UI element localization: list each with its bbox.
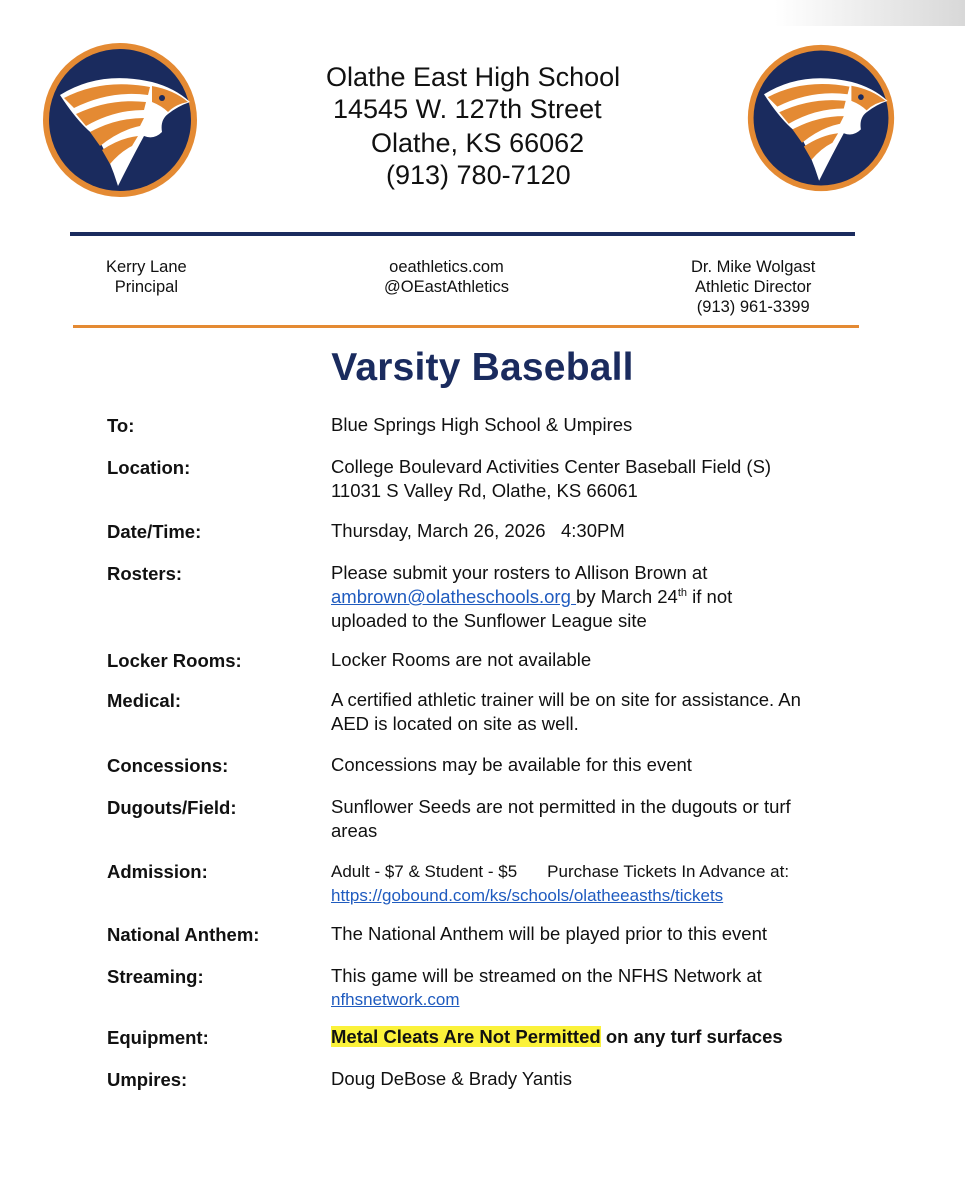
page-title: Varsity Baseball	[331, 346, 634, 389]
location-value	[331, 455, 871, 503]
admission-prices: Adult - $7 & Student - $5	[331, 862, 518, 881]
nfhs-link[interactable]: nfhsnetwork.com	[331, 990, 460, 1009]
to-label: To:	[107, 415, 135, 436]
school-city: Olathe, KS 66062	[371, 128, 585, 158]
director-title: Athletic Director	[694, 278, 812, 296]
header-divider-navy	[70, 232, 855, 236]
rosters-label: Rosters:	[107, 563, 183, 584]
director-name: Dr. Mike Wolgast	[691, 258, 816, 276]
anthem-label: National Anthem:	[107, 924, 260, 945]
medical-label: Medical:	[107, 690, 182, 711]
anthem-value: The National Anthem will be played prior to this event	[331, 923, 768, 944]
concessions-value: Concessions may be available for this event	[331, 754, 692, 775]
equipment-value	[331, 1025, 871, 1049]
director-phone: (913) 961-3399	[696, 298, 810, 316]
location-label: Location:	[107, 457, 191, 478]
dugouts-value	[331, 795, 871, 843]
athletics-website: oeathletics.com	[389, 258, 504, 276]
web-block	[384, 257, 509, 297]
umpires-label: Umpires:	[107, 1069, 188, 1090]
principal-block	[106, 257, 187, 297]
equipment-highlight: Metal Cleats Are Not Permitted	[331, 1026, 601, 1047]
equipment-rest: on any turf surfaces	[600, 1026, 783, 1047]
to-value: Blue Springs High School & Umpires	[331, 414, 633, 435]
rosters-line3: uploaded to the Sunflower League site	[331, 610, 647, 631]
location-line2: 11031 S Valley Rd, Olathe, KS 66061	[331, 480, 638, 501]
dugouts-line1: Sunflower Seeds are not permitted in the dugouts or turf	[331, 796, 791, 817]
eagle-icon	[745, 42, 897, 194]
concessions-label: Concessions:	[107, 755, 229, 776]
principal-name: Kerry Lane	[106, 258, 187, 276]
roster-email-link[interactable]: ambrown@olatheschools.org	[331, 586, 577, 607]
admission-label: Admission:	[107, 861, 208, 882]
location-line1: College Boulevard Activities Center Baseball Field (S)	[331, 456, 772, 477]
school-phone: (913) 780-7120	[386, 160, 571, 190]
rosters-line1: Please submit your rosters to Allison Brown at	[331, 562, 708, 583]
eagle-logo-left	[40, 40, 200, 200]
streaming-line1: This game will be streamed on the NFHS Network at	[331, 965, 762, 986]
dugouts-line2: areas	[331, 820, 378, 841]
streaming-value	[331, 964, 871, 1012]
locker-label: Locker Rooms:	[107, 650, 242, 671]
social-handle: @OEastAthletics	[384, 278, 509, 296]
dugouts-label: Dugouts/Field:	[107, 797, 237, 818]
medical-line2: AED is located on site as well.	[331, 713, 579, 734]
eagle-icon	[40, 40, 200, 200]
eagle-logo-right	[745, 42, 897, 194]
locker-value: Locker Rooms are not available	[331, 649, 592, 670]
rosters-line2	[331, 585, 871, 609]
admission-line1	[331, 860, 871, 884]
admission-purchase-text: Purchase Tickets In Advance at:	[547, 862, 790, 881]
school-street: 14545 W. 127th Street	[333, 94, 602, 124]
school-name: Olathe East High School	[326, 62, 621, 92]
medical-value	[331, 688, 871, 736]
rosters-deadline-text: by March 24	[576, 586, 678, 607]
datetime-label: Date/Time:	[107, 521, 202, 542]
principal-title: Principal	[114, 278, 178, 296]
streaming-label: Streaming:	[107, 966, 204, 987]
tickets-link[interactable]: https://gobound.com/ks/schools/olatheeasths/tickets	[331, 886, 724, 905]
umpires-value: Doug DeBose & Brady Yantis	[331, 1068, 572, 1089]
rosters-deadline-sup: th	[677, 587, 688, 599]
page-corner-shadow	[775, 0, 965, 26]
rosters-deadline-tail: if not	[687, 586, 733, 607]
header-divider-orange	[73, 325, 859, 328]
equipment-label: Equipment:	[107, 1027, 209, 1048]
director-block	[691, 257, 815, 317]
datetime-value: Thursday, March 26, 2026 4:30PM	[331, 520, 625, 541]
admission-value	[331, 860, 871, 908]
medical-line1: A certified athletic trainer will be on site for assistance. An	[331, 689, 801, 710]
rosters-value	[331, 561, 871, 633]
